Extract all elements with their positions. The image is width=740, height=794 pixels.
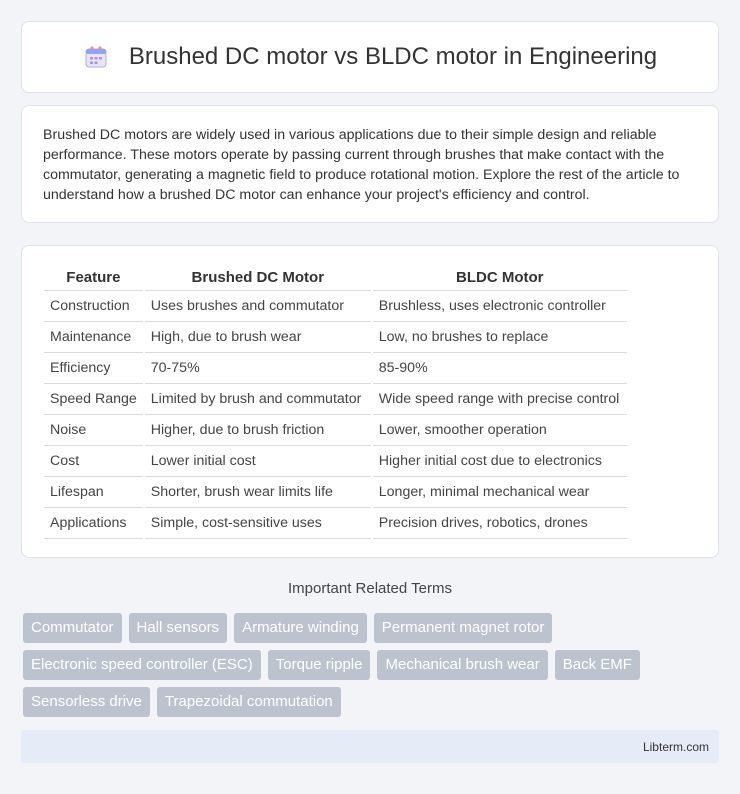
table-row bbox=[44, 291, 627, 322]
tag-hall-sensors[interactable]: Hall sensors bbox=[129, 613, 228, 643]
table-row bbox=[44, 322, 627, 353]
intro-text: Brushed DC motors are widely used in various applications due to their simple design and reliable performance. These motors operate by passing current through brushes that make contact with the commutator, generating a magnetic field to produce rotational motion. Explore the rest of the article to understand how a brushed DC motor can enhance your project's efficiency and control. bbox=[43, 127, 680, 203]
calendar-icon bbox=[83, 44, 109, 70]
cell-feature: Efficiency bbox=[44, 353, 143, 384]
cell-bldc: Lower, smoother operation bbox=[373, 415, 627, 446]
cell-bldc: Precision drives, robotics, drones bbox=[373, 508, 627, 539]
cell-feature: Cost bbox=[44, 446, 143, 477]
table-row bbox=[44, 508, 627, 539]
related-terms-list bbox=[23, 613, 713, 717]
cell-bldc: Wide speed range with precise control bbox=[373, 384, 627, 415]
table-row bbox=[44, 415, 627, 446]
footer-brand[interactable]: Libterm.com bbox=[642, 739, 709, 754]
cell-bldc: Longer, minimal mechanical wear bbox=[373, 477, 627, 508]
tag-electronic-speed-controller[interactable]: Electronic speed controller (ESC) bbox=[23, 650, 261, 680]
table-row bbox=[44, 477, 627, 508]
header bbox=[22, 22, 718, 92]
cell-feature: Noise bbox=[44, 415, 143, 446]
cell-brushed: 70-75% bbox=[145, 353, 371, 384]
cell-bldc: 85-90% bbox=[373, 353, 627, 384]
header-brushed-dc: Brushed DC Motor bbox=[145, 265, 371, 291]
cell-brushed: Limited by brush and commutator bbox=[145, 384, 371, 415]
header-bldc: BLDC Motor bbox=[373, 265, 627, 291]
table-row bbox=[44, 446, 627, 477]
page-title: Brushed DC motor vs BLDC motor in Engineering bbox=[128, 43, 658, 70]
header-feature: Feature bbox=[44, 265, 143, 291]
cell-brushed: Simple, cost-sensitive uses bbox=[145, 508, 371, 539]
cell-bldc: Higher initial cost due to electronics bbox=[373, 446, 627, 477]
table-row bbox=[44, 353, 627, 384]
header-card bbox=[21, 21, 719, 93]
related-terms-title: Important Related Terms bbox=[288, 580, 452, 597]
tag-sensorless-drive[interactable]: Sensorless drive bbox=[23, 687, 150, 717]
tag-armature-winding[interactable]: Armature winding bbox=[234, 613, 367, 643]
tag-permanent-magnet-rotor[interactable]: Permanent magnet rotor bbox=[374, 613, 553, 643]
cell-brushed: Shorter, brush wear limits life bbox=[145, 477, 371, 508]
comparison-table bbox=[42, 265, 629, 539]
cell-feature: Construction bbox=[44, 291, 143, 322]
table-header-row bbox=[44, 265, 627, 291]
tag-mechanical-brush-wear[interactable]: Mechanical brush wear bbox=[377, 650, 547, 680]
cell-feature: Lifespan bbox=[44, 477, 143, 508]
cell-bldc: Brushless, uses electronic controller bbox=[373, 291, 627, 322]
tag-commutator[interactable]: Commutator bbox=[23, 613, 122, 643]
cell-brushed: Higher, due to brush friction bbox=[145, 415, 371, 446]
intro-card bbox=[21, 105, 719, 223]
tag-torque-ripple[interactable]: Torque ripple bbox=[268, 650, 371, 680]
table-row bbox=[44, 384, 627, 415]
cell-feature: Maintenance bbox=[44, 322, 143, 353]
cell-bldc: Low, no brushes to replace bbox=[373, 322, 627, 353]
tag-trapezoidal-commutation[interactable]: Trapezoidal commutation bbox=[157, 687, 341, 717]
cell-brushed: Lower initial cost bbox=[145, 446, 371, 477]
cell-brushed: High, due to brush wear bbox=[145, 322, 371, 353]
comparison-card bbox=[21, 245, 719, 558]
tag-back-emf[interactable]: Back EMF bbox=[555, 650, 640, 680]
cell-feature: Applications bbox=[44, 508, 143, 539]
cell-brushed: Uses brushes and commutator bbox=[145, 291, 371, 322]
cell-feature: Speed Range bbox=[44, 384, 143, 415]
footer bbox=[21, 730, 719, 763]
